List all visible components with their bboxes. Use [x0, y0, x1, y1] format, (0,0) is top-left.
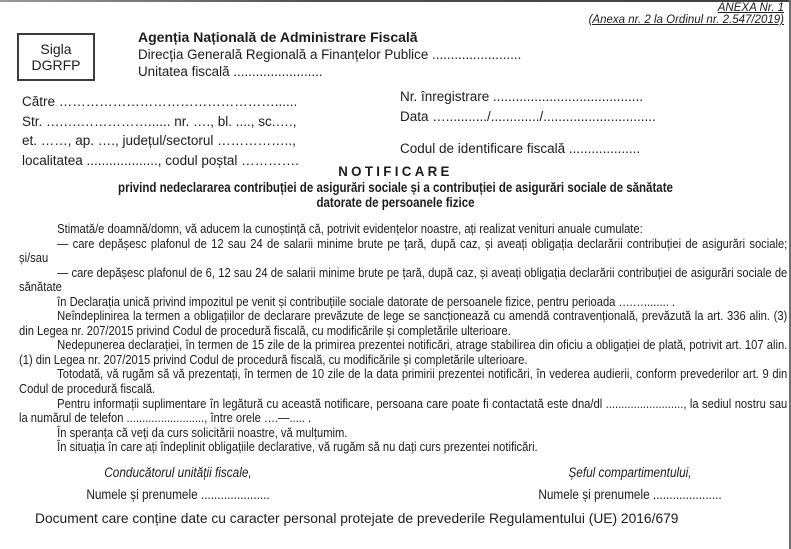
fiscal-id-line: Codul de identificare fiscală ...................	[400, 141, 641, 156]
signature-right	[507, 462, 753, 505]
addressee-street-line: Str. ….….……………...... nr. …., bl. ...., sc.….,	[22, 113, 297, 129]
regional-directorate-line: Direcția Generală Regională a Finanțelor Publice ........................	[138, 47, 522, 62]
signature-left	[55, 462, 301, 505]
paragraph-ex-officio: Nedepunerea declarației, în termen de 15 zile de la primirea prezentei notificări, atrage stabilirea din oficiu a obligației de plată, potrivit art. 107 alin. (1) din Legea nr. 207/2015 privind Codul de procedură fiscală, cu modificările și completările ulterioare.	[19, 337, 788, 367]
paragraph-disregard: În situația în care ați îndeplinit obligațiile declarative, vă rugăm să nu dați curs prezentei notificări.	[57, 439, 538, 455]
issuer-header	[138, 29, 521, 80]
signature-right-name-line: Numele și prenumele .....................	[538, 486, 722, 502]
registration-number-line: Nr. înregistrare ........................................	[400, 89, 644, 104]
signature-left-name-line: Numele și prenumele .....................	[86, 486, 270, 502]
annex-order-reference: (Anexa nr. 2 la Ordinul nr. 2.547/2019)	[588, 14, 784, 26]
paragraph-declaration-period: în Declarația unică privind impozitul pe venit și contribuțiile sociale datorate de persoanele fizice, pentru perioada ….…........ .	[57, 293, 676, 309]
dgrfp-logo-placeholder	[17, 33, 95, 81]
annex-reference	[589, 2, 784, 26]
addressee-block	[22, 92, 382, 171]
fiscal-unit-line: Unitatea fiscală ........................	[138, 64, 323, 79]
signature-left-role: Conducătorul unității fiscale,	[104, 465, 252, 480]
document-subtitle-2: datorate de persoanele fizice	[316, 194, 475, 210]
paragraph-hearing: Totodată, vă rugăm să vă prezentați, în termen de 10 zile de la data primirii prezentei notificări, în vederea audierii, conform prevederilor art. 9 din Codul de procedură fiscală.	[19, 366, 788, 397]
gdpr-footer: Document care conține date cu caracter personal protejate de prevederile Regulamentului (UE) 2016/679	[35, 511, 679, 526]
notification-body	[19, 222, 787, 455]
paragraph-contact: Pentru informații suplimentare în legătură cu această notificare, persoana care poate fi contactată este dna/dl ........................., la sediul nostru sau la numărul de telefon ........................., între orele ….—..... .	[19, 395, 788, 426]
logo-label-line2: DGRFP	[31, 57, 81, 73]
addressee-floor-county-line: et. ……, ap. …., județul/sectorul ……………..,	[22, 133, 296, 149]
document-title-block	[0, 163, 791, 210]
registration-block	[400, 87, 780, 159]
annex-number: ANEXA Nr. 1	[717, 2, 784, 14]
document-title: NOTIFICARE	[338, 163, 453, 179]
addressee-locality-line: localitatea ..................., codul poștal ………….	[22, 153, 299, 169]
registration-date-line: Data ….........../............./..............................	[400, 108, 656, 124]
signature-right-role: Șeful compartimentului,	[568, 465, 692, 480]
document-subtitle-1: privind nedeclararea contribuției de asigurări sociale și a contribuției de asigurări sociale de sănătate	[118, 180, 673, 195]
paragraph-thanks: În speranța că veți da curs solicitării noastre, vă mulțumim.	[57, 424, 348, 440]
paragraph-penalty: Neîndeplinirea la termen a obligațiilor de declarare prevăzute de lege se sancționează cu amendă contravențională, prevăzută la art. 336 alin. (3) din Legea nr. 207/2015 privind Codul de procedură fiscală, cu modificările și completările ulterioare.	[19, 308, 788, 338]
paragraph-salutation: Stimată/e doamnă/domn, vă aducem la cunoștință că, potrivit evidențelor noastre, ați realizat venituri anuale cumulate:	[57, 221, 643, 236]
paragraph-cas-threshold: — care depășesc plafonul de 12 sau 24 de salarii minime brute pe țară, după caz, și aveați obligația declarării contribuției de asigurări sociale; și/sau	[19, 235, 788, 266]
agency-name: Agenția Națională de Administrare Fiscală	[138, 29, 418, 45]
logo-label-line1: Sigla	[40, 41, 72, 57]
addressee-to-line: Către …………………………………………......	[22, 94, 298, 109]
paragraph-cass-threshold: — care depășesc plafonul de 6, 12 sau 24 de salarii minime brute pe țară, după caz, și aveați obligația declarării contribuției de asigurări sociale de sănătate	[19, 264, 788, 295]
